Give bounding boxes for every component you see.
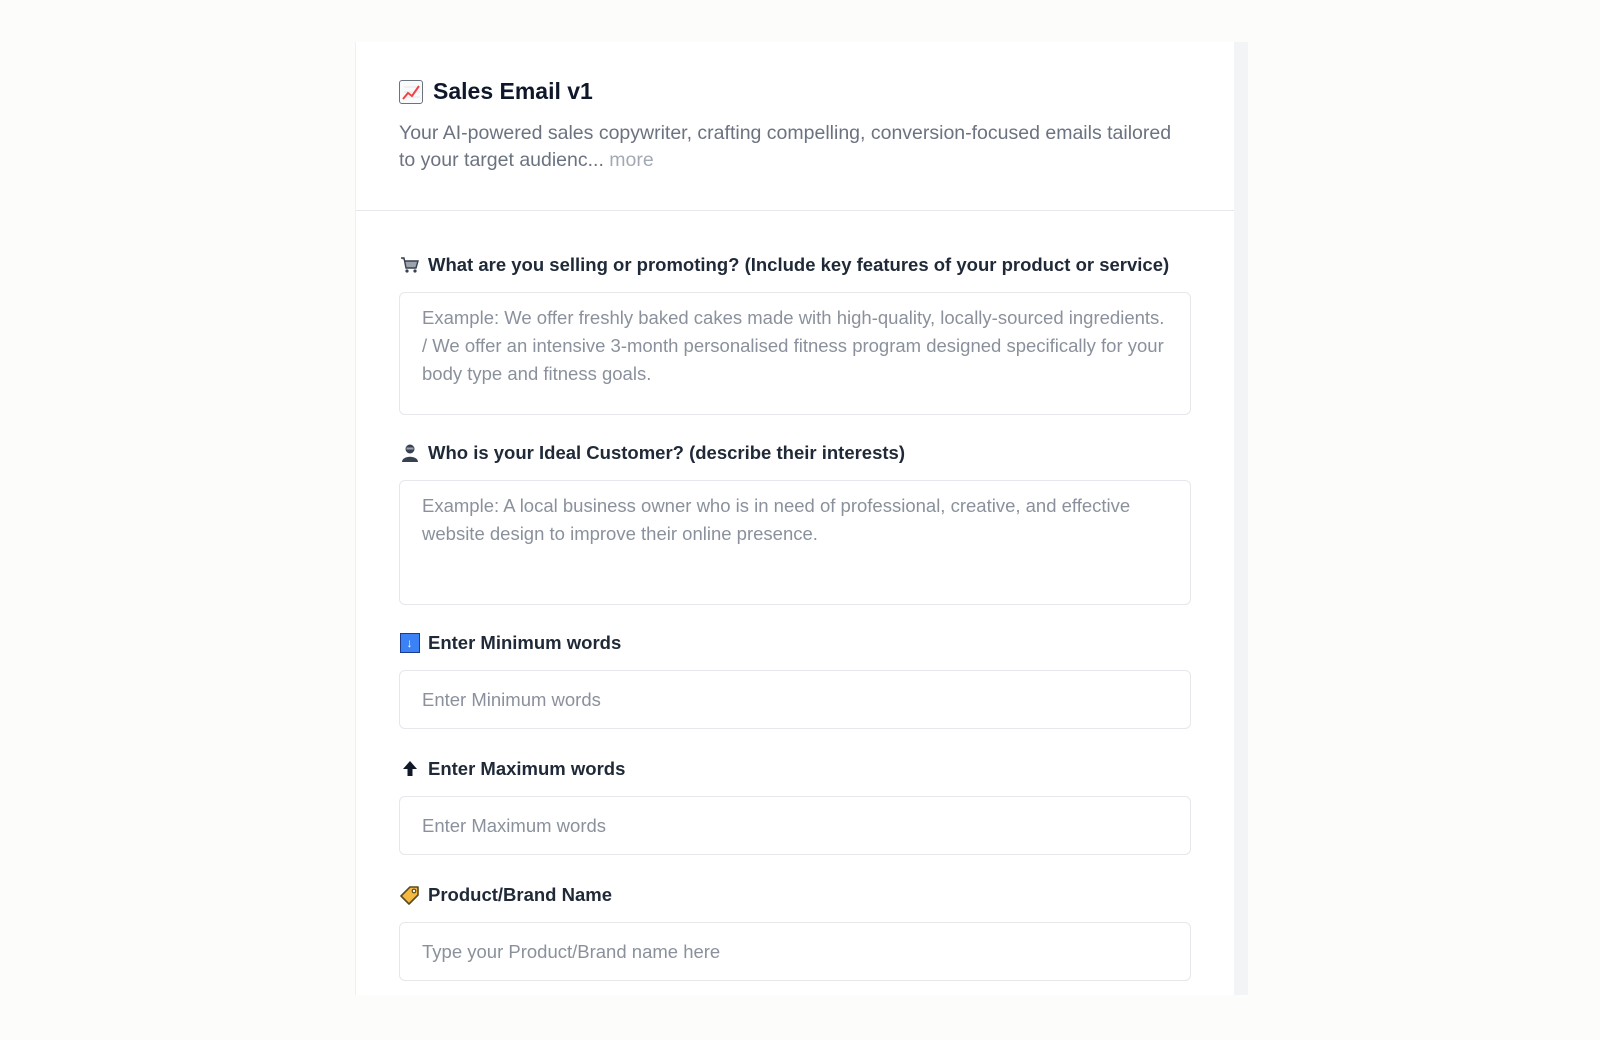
page-title: Sales Email v1 — [433, 78, 593, 104]
field-label — [399, 440, 1191, 466]
up-arrow-icon — [399, 759, 420, 780]
more-link[interactable]: more — [609, 149, 654, 171]
selling-textarea[interactable] — [399, 292, 1191, 415]
panel-scrollbar[interactable] — [1234, 42, 1248, 995]
person-icon — [399, 443, 420, 464]
form-header — [356, 42, 1234, 211]
maximum-words-input[interactable] — [399, 796, 1191, 855]
selling-field — [399, 252, 1191, 415]
maximum-words-label: Enter Maximum words — [428, 758, 626, 779]
title-row — [399, 78, 593, 105]
down-arrow-icon: ↓ — [399, 633, 420, 654]
chart-increasing-icon — [399, 80, 423, 104]
field-label — [399, 756, 1191, 782]
shopping-cart-icon — [399, 255, 420, 276]
customer-field — [399, 440, 1191, 605]
selling-label: What are you selling or promoting? (Include key features of your product or service) — [428, 254, 1170, 275]
maximum-words-field — [399, 756, 1191, 855]
field-label — [399, 882, 1191, 908]
description-text: Your AI-powered sales copywriter, crafting compelling, conversion-focused emails tailored to your target audienc... — [399, 122, 1172, 171]
customer-textarea[interactable] — [399, 480, 1191, 605]
minimum-words-field — [399, 630, 1191, 729]
form-panel — [355, 42, 1248, 995]
page-description — [399, 120, 1189, 174]
field-label — [399, 252, 1191, 278]
label-tag-icon — [399, 885, 420, 906]
brand-name-label: Product/Brand Name — [428, 884, 613, 905]
customer-label: Who is your Ideal Customer? (describe their interests) — [428, 442, 905, 463]
field-label — [399, 630, 1191, 656]
minimum-words-label: Enter Minimum words — [428, 632, 622, 653]
minimum-words-input[interactable] — [399, 670, 1191, 729]
brand-name-input[interactable] — [399, 922, 1191, 981]
brand-name-field — [399, 882, 1191, 981]
